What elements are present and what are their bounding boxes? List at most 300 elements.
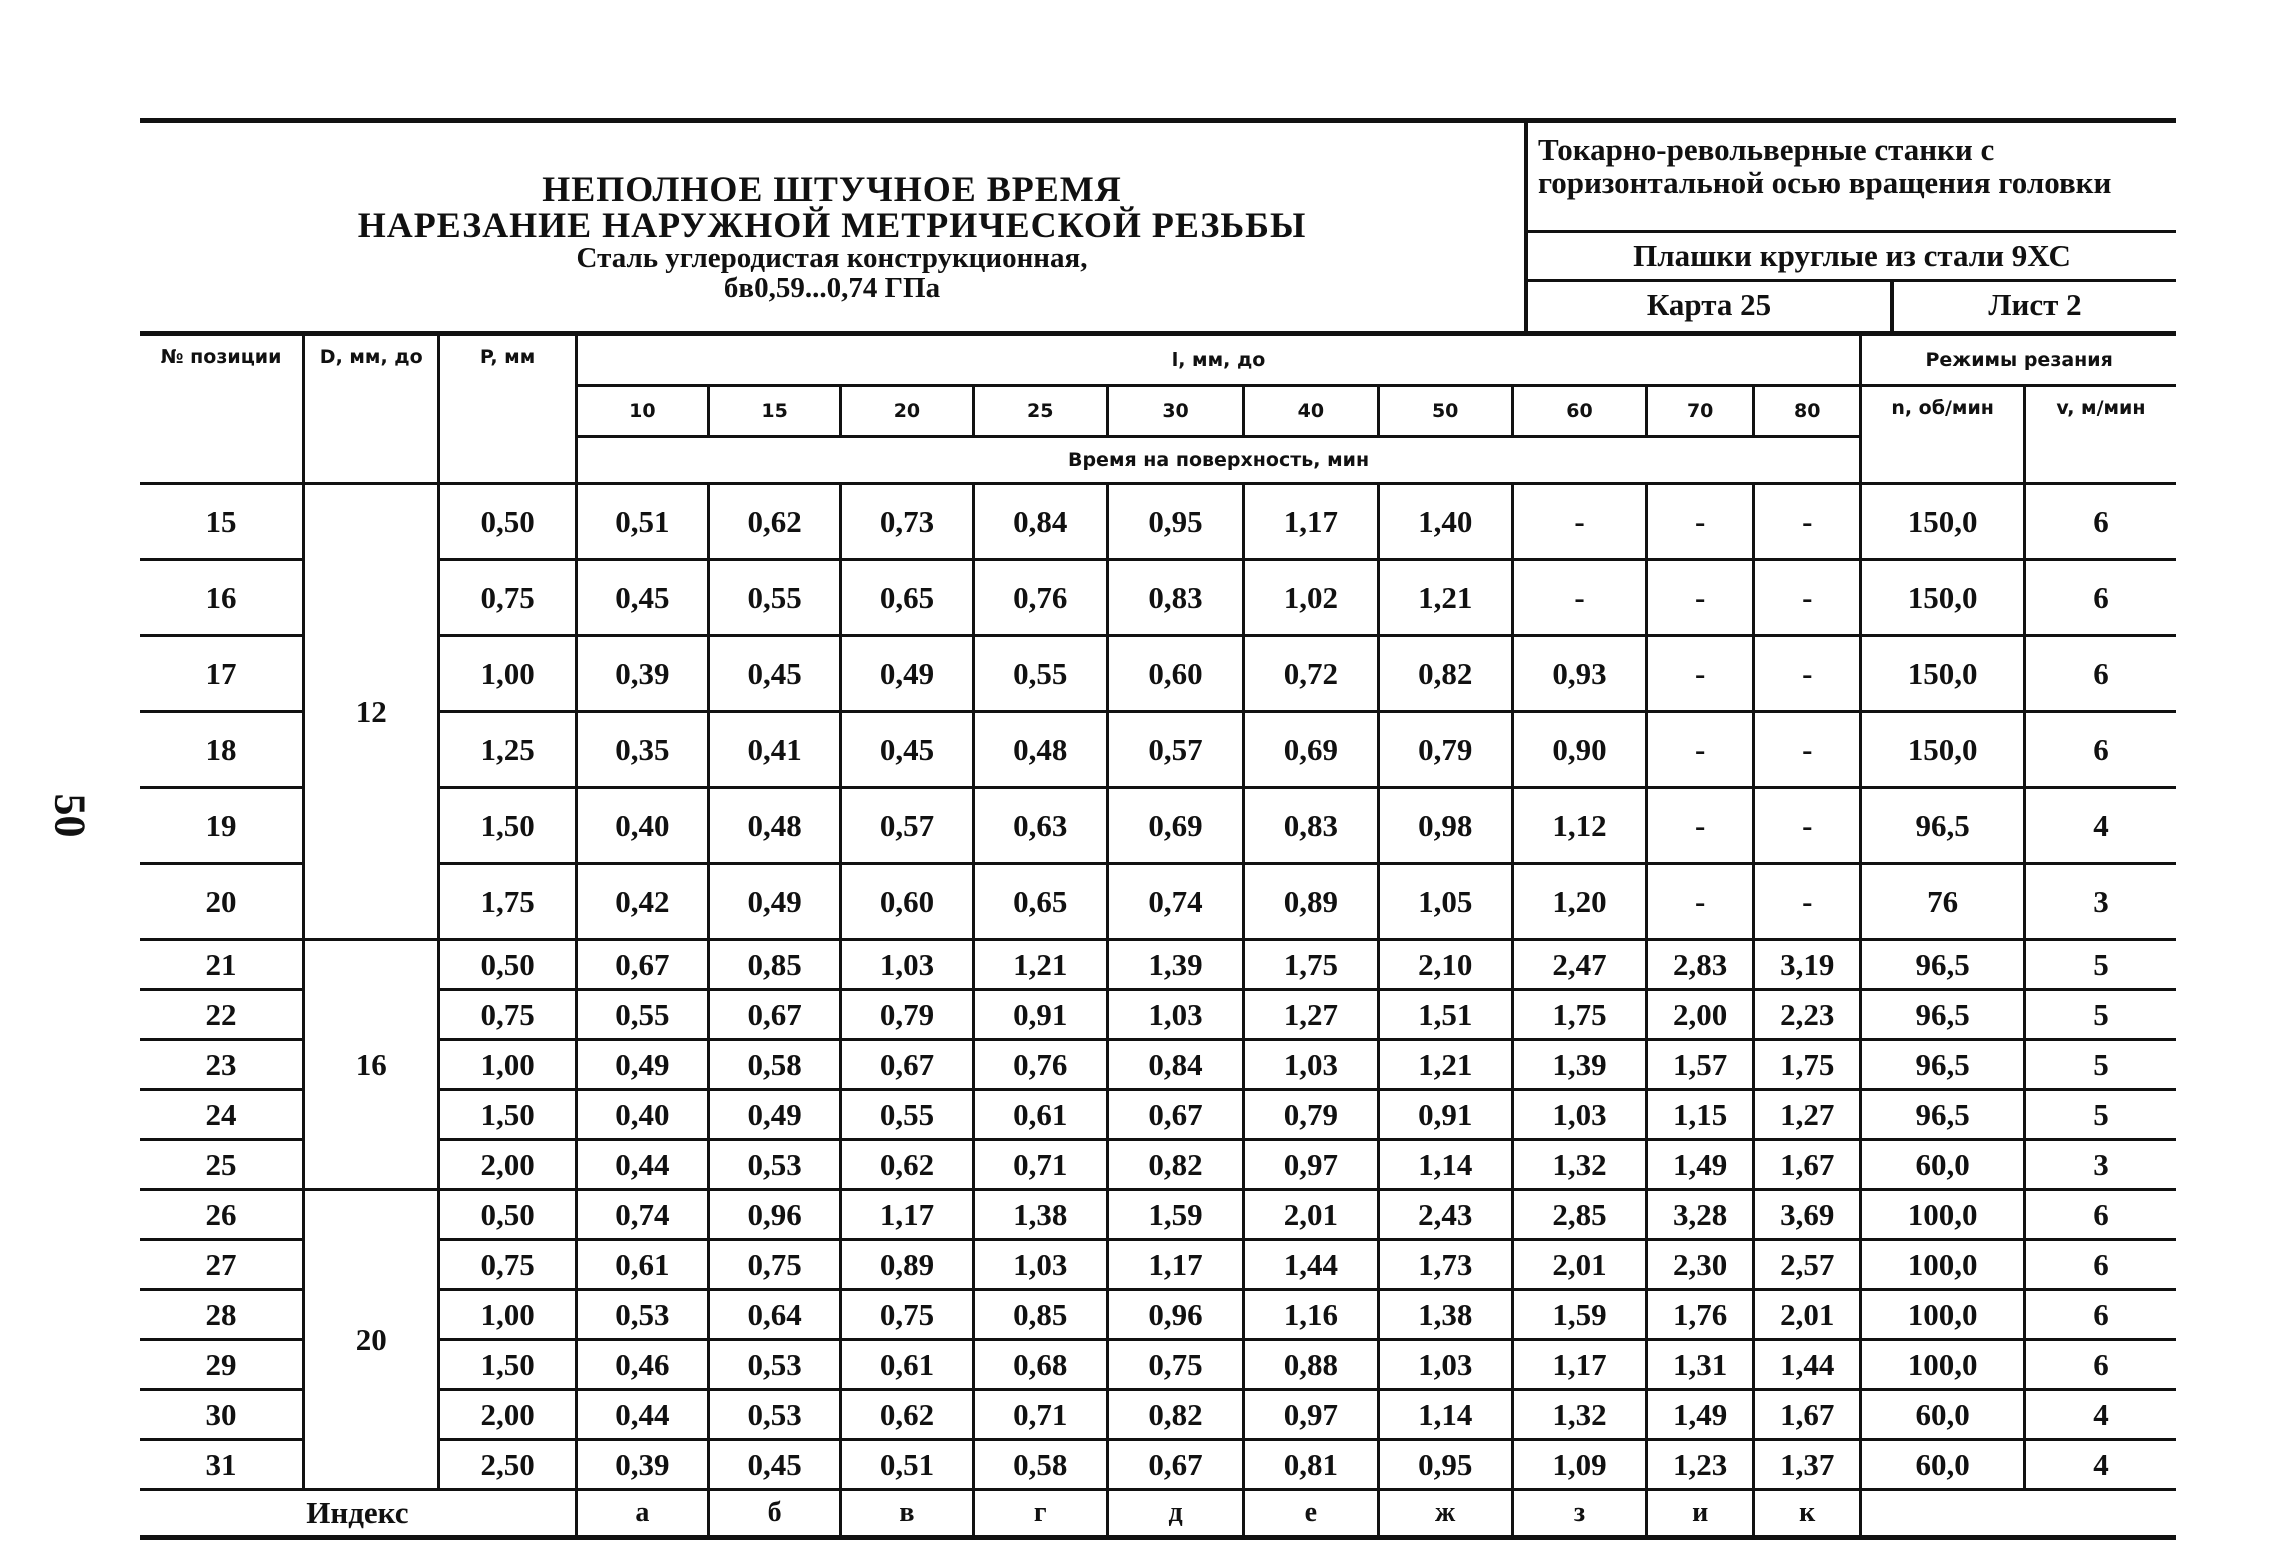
time-cell: 0,98 xyxy=(1378,788,1512,864)
time-cell: 0,57 xyxy=(1107,712,1243,788)
speed-n-cell: 150,0 xyxy=(1861,712,2025,788)
speed-v-cell: 6 xyxy=(2024,484,2176,560)
position-cell: 21 xyxy=(140,940,304,990)
position-cell: 27 xyxy=(140,1240,304,1290)
table-row xyxy=(140,788,2176,864)
time-cell: 2,85 xyxy=(1512,1190,1646,1240)
time-cell: 0,49 xyxy=(709,864,841,940)
speed-v-cell: 5 xyxy=(2024,940,2176,990)
time-cell: 0,67 xyxy=(841,1040,973,1090)
pitch-cell: 1,75 xyxy=(439,864,576,940)
time-cell: 0,62 xyxy=(709,484,841,560)
time-cell: 0,44 xyxy=(576,1140,708,1190)
index-letter: в xyxy=(841,1490,973,1538)
speed-n-cell: 60,0 xyxy=(1861,1140,2025,1190)
time-cell: 0,82 xyxy=(1107,1390,1243,1440)
time-cell: 0,60 xyxy=(1107,636,1243,712)
index-row xyxy=(140,1490,2176,1538)
table-row xyxy=(140,1440,2176,1490)
machine-type: Токарно-револьверные станки с горизонтальной осью вращения головки xyxy=(1528,123,2176,233)
time-cell: 1,59 xyxy=(1512,1290,1646,1340)
time-cell: 0,76 xyxy=(973,560,1107,636)
time-cell: 0,65 xyxy=(841,560,973,636)
time-cell: 1,67 xyxy=(1754,1390,1861,1440)
time-cell: 1,03 xyxy=(1512,1090,1646,1140)
time-cell: 0,67 xyxy=(1107,1090,1243,1140)
speed-n-cell: 150,0 xyxy=(1861,484,2025,560)
time-cell: 0,64 xyxy=(709,1290,841,1340)
time-cell: 2,23 xyxy=(1754,990,1861,1040)
time-cell: 0,46 xyxy=(576,1340,708,1390)
time-cell: 1,05 xyxy=(1378,864,1512,940)
time-cell: 0,74 xyxy=(1107,864,1243,940)
time-cell: - xyxy=(1647,560,1754,636)
index-letter: е xyxy=(1244,1490,1378,1538)
position-cell: 25 xyxy=(140,1140,304,1190)
time-cell: 2,30 xyxy=(1647,1240,1754,1290)
time-cell: 1,75 xyxy=(1754,1040,1861,1090)
time-cell: - xyxy=(1647,712,1754,788)
time-cell: 1,40 xyxy=(1378,484,1512,560)
table-row xyxy=(140,1190,2176,1240)
pitch-cell: 2,00 xyxy=(439,1390,576,1440)
time-cell: 0,71 xyxy=(973,1140,1107,1190)
time-cell: 1,32 xyxy=(1512,1140,1646,1190)
time-cell: 0,61 xyxy=(973,1090,1107,1140)
info-block xyxy=(1528,123,2176,331)
time-cell: 0,91 xyxy=(1378,1090,1512,1140)
time-cell: 1,14 xyxy=(1378,1390,1512,1440)
time-cell: 0,69 xyxy=(1107,788,1243,864)
time-cell: 1,27 xyxy=(1244,990,1378,1040)
position-cell: 24 xyxy=(140,1090,304,1140)
index-letter: д xyxy=(1107,1490,1243,1538)
time-cell: 0,55 xyxy=(973,636,1107,712)
header-length-40: 40 xyxy=(1244,386,1378,437)
time-cell: 0,40 xyxy=(576,788,708,864)
time-cell: 0,82 xyxy=(1378,636,1512,712)
speed-v-cell: 5 xyxy=(2024,1090,2176,1140)
table-row xyxy=(140,1040,2176,1090)
time-cell: 2,01 xyxy=(1512,1240,1646,1290)
time-cell: 0,45 xyxy=(709,1440,841,1490)
pitch-cell: 1,25 xyxy=(439,712,576,788)
time-cell: 0,63 xyxy=(973,788,1107,864)
time-cell: 2,57 xyxy=(1754,1240,1861,1290)
time-cell: - xyxy=(1754,864,1861,940)
pitch-cell: 1,00 xyxy=(439,1040,576,1090)
position-cell: 22 xyxy=(140,990,304,1040)
speed-n-cell: 96,5 xyxy=(1861,1040,2025,1090)
position-cell: 18 xyxy=(140,712,304,788)
time-cell: 0,85 xyxy=(709,940,841,990)
time-cell: 1,21 xyxy=(1378,1040,1512,1090)
time-cell: 0,39 xyxy=(576,636,708,712)
time-cell: 0,76 xyxy=(973,1040,1107,1090)
time-cell: 1,23 xyxy=(1647,1440,1754,1490)
time-cell: 1,03 xyxy=(1244,1040,1378,1090)
title-line-2: НАРЕЗАНИЕ НАРУЖНОЙ МЕТРИЧЕСКОЙ РЕЗЬБЫ xyxy=(357,205,1307,245)
time-cell: 1,17 xyxy=(1244,484,1378,560)
header-length-50: 50 xyxy=(1378,386,1512,437)
time-cell: 0,53 xyxy=(709,1390,841,1440)
sheet-header xyxy=(140,118,2176,336)
time-cell: 1,03 xyxy=(1107,990,1243,1040)
time-cell: 1,03 xyxy=(973,1240,1107,1290)
pitch-cell: 0,75 xyxy=(439,1240,576,1290)
table-row xyxy=(140,1340,2176,1390)
table-row xyxy=(140,1240,2176,1290)
speed-v-cell: 4 xyxy=(2024,788,2176,864)
time-cell: - xyxy=(1754,788,1861,864)
pitch-cell: 1,50 xyxy=(439,1090,576,1140)
title-block xyxy=(140,123,1528,331)
time-cell: 0,97 xyxy=(1244,1140,1378,1190)
speed-v-cell: 4 xyxy=(2024,1440,2176,1490)
time-cell: 0,49 xyxy=(709,1090,841,1140)
time-cell: 0,84 xyxy=(973,484,1107,560)
speed-n-cell: 60,0 xyxy=(1861,1440,2025,1490)
time-cell: 1,27 xyxy=(1754,1090,1861,1140)
time-cell: 0,82 xyxy=(1107,1140,1243,1190)
speed-n-cell: 100,0 xyxy=(1861,1340,2025,1390)
card-number: Карта 25 xyxy=(1528,282,1894,331)
time-cell: - xyxy=(1647,484,1754,560)
time-cell: - xyxy=(1512,560,1646,636)
table-row xyxy=(140,1140,2176,1190)
tool-type: Плашки круглые из стали 9ХС xyxy=(1528,233,2176,282)
time-cell: 0,41 xyxy=(709,712,841,788)
time-cell: 1,73 xyxy=(1378,1240,1512,1290)
pitch-cell: 0,50 xyxy=(439,1190,576,1240)
time-cell: 0,51 xyxy=(841,1440,973,1490)
time-cell: 0,75 xyxy=(1107,1340,1243,1390)
speed-v-cell: 6 xyxy=(2024,1340,2176,1390)
time-cell: 0,75 xyxy=(841,1290,973,1340)
position-cell: 17 xyxy=(140,636,304,712)
title-line-1: НЕПОЛНОЕ ШТУЧНОЕ ВРЕМЯ xyxy=(542,169,1122,209)
time-cell: 1,20 xyxy=(1512,864,1646,940)
speed-v-cell: 6 xyxy=(2024,636,2176,712)
pitch-cell: 0,50 xyxy=(439,940,576,990)
diameter-cell: 20 xyxy=(304,1190,439,1490)
time-cell: 0,49 xyxy=(841,636,973,712)
time-cell: 0,95 xyxy=(1378,1440,1512,1490)
time-cell: 1,17 xyxy=(1107,1240,1243,1290)
time-cell: 0,69 xyxy=(1244,712,1378,788)
time-cell: 2,83 xyxy=(1647,940,1754,990)
table-row xyxy=(140,940,2176,990)
table-row xyxy=(140,1090,2176,1140)
time-cell: 1,59 xyxy=(1107,1190,1243,1240)
speed-n-cell: 96,5 xyxy=(1861,940,2025,990)
speed-v-cell: 5 xyxy=(2024,990,2176,1040)
time-cell: 0,44 xyxy=(576,1390,708,1440)
speed-n-cell: 96,5 xyxy=(1861,1090,2025,1140)
time-cell: 1,67 xyxy=(1754,1140,1861,1190)
table-row xyxy=(140,864,2176,940)
time-cell: 1,44 xyxy=(1244,1240,1378,1290)
header-length-15: 15 xyxy=(709,386,841,437)
time-cell: 1,09 xyxy=(1512,1440,1646,1490)
time-cell: 0,96 xyxy=(709,1190,841,1240)
speed-n-cell: 100,0 xyxy=(1861,1240,2025,1290)
time-cell: 0,97 xyxy=(1244,1390,1378,1440)
time-cell: 1,17 xyxy=(1512,1340,1646,1390)
time-cell: 1,49 xyxy=(1647,1140,1754,1190)
time-cell: 1,37 xyxy=(1754,1440,1861,1490)
time-cell: 0,96 xyxy=(1107,1290,1243,1340)
header-length-60: 60 xyxy=(1512,386,1646,437)
time-cell: 0,61 xyxy=(576,1240,708,1290)
table-row xyxy=(140,1290,2176,1340)
time-cell: 0,67 xyxy=(709,990,841,1040)
time-cell: 1,21 xyxy=(973,940,1107,990)
index-letter: г xyxy=(973,1490,1107,1538)
speed-n-cell: 96,5 xyxy=(1861,788,2025,864)
material-line: Сталь углеродистая конструкционная, xyxy=(576,242,1088,274)
table-row xyxy=(140,712,2176,788)
time-cell: 3,28 xyxy=(1647,1190,1754,1240)
time-cell: 0,84 xyxy=(1107,1040,1243,1090)
time-cell: 2,43 xyxy=(1378,1190,1512,1240)
speed-n-cell: 100,0 xyxy=(1861,1290,2025,1340)
time-cell: 0,61 xyxy=(841,1340,973,1390)
time-cell: - xyxy=(1754,560,1861,636)
pitch-cell: 1,00 xyxy=(439,636,576,712)
time-cell: - xyxy=(1512,484,1646,560)
time-cell: 0,83 xyxy=(1244,788,1378,864)
time-cell: 0,35 xyxy=(576,712,708,788)
time-cell: 0,74 xyxy=(576,1190,708,1240)
time-cell: 1,16 xyxy=(1244,1290,1378,1340)
time-cell: 2,01 xyxy=(1754,1290,1861,1340)
time-cell: 0,90 xyxy=(1512,712,1646,788)
diameter-cell: 12 xyxy=(304,484,439,940)
time-cell: 0,57 xyxy=(841,788,973,864)
time-cell: 0,85 xyxy=(973,1290,1107,1340)
speed-n-cell: 76 xyxy=(1861,864,2025,940)
time-cell: 1,38 xyxy=(1378,1290,1512,1340)
time-cell: 0,65 xyxy=(973,864,1107,940)
time-cell: 0,68 xyxy=(973,1340,1107,1390)
table-row xyxy=(140,560,2176,636)
time-cell: 0,93 xyxy=(1512,636,1646,712)
time-cell: 0,73 xyxy=(841,484,973,560)
time-cell: 0,39 xyxy=(576,1440,708,1490)
header-pitch: P, мм xyxy=(439,336,576,484)
table-row xyxy=(140,990,2176,1040)
time-cell: 0,88 xyxy=(1244,1340,1378,1390)
time-norm-table xyxy=(140,336,2176,1540)
time-cell: 0,55 xyxy=(841,1090,973,1140)
header-speed-v: v, м/мин xyxy=(2024,386,2176,484)
time-cell: 0,48 xyxy=(709,788,841,864)
position-cell: 30 xyxy=(140,1390,304,1440)
time-cell: 0,75 xyxy=(709,1240,841,1290)
speed-v-cell: 6 xyxy=(2024,560,2176,636)
time-cell: 1,15 xyxy=(1647,1090,1754,1140)
speed-n-cell: 150,0 xyxy=(1861,560,2025,636)
time-cell: 0,81 xyxy=(1244,1440,1378,1490)
speed-n-cell: 96,5 xyxy=(1861,990,2025,1040)
time-cell: 0,67 xyxy=(1107,1440,1243,1490)
time-cell: 1,14 xyxy=(1378,1140,1512,1190)
time-cell: 0,45 xyxy=(841,712,973,788)
time-cell: 0,53 xyxy=(576,1290,708,1340)
speed-n-cell: 150,0 xyxy=(1861,636,2025,712)
speed-v-cell: 3 xyxy=(2024,1140,2176,1190)
pitch-cell: 1,50 xyxy=(439,788,576,864)
speed-v-cell: 5 xyxy=(2024,1040,2176,1090)
position-cell: 16 xyxy=(140,560,304,636)
time-cell: 0,62 xyxy=(841,1390,973,1440)
time-cell: 0,53 xyxy=(709,1140,841,1190)
time-cell: 0,58 xyxy=(973,1440,1107,1490)
time-cell: 1,39 xyxy=(1512,1040,1646,1090)
diameter-cell: 16 xyxy=(304,940,439,1190)
time-cell: 1,02 xyxy=(1244,560,1378,636)
header-length-10: 10 xyxy=(576,386,708,437)
speed-v-cell: 6 xyxy=(2024,712,2176,788)
speed-v-cell: 6 xyxy=(2024,1290,2176,1340)
index-letter: и xyxy=(1647,1490,1754,1538)
time-cell: 0,45 xyxy=(709,636,841,712)
time-cell: 1,31 xyxy=(1647,1340,1754,1390)
time-cell: - xyxy=(1647,636,1754,712)
time-cell: 0,55 xyxy=(709,560,841,636)
time-cell: - xyxy=(1754,636,1861,712)
speed-n-cell: 60,0 xyxy=(1861,1390,2025,1440)
position-cell: 26 xyxy=(140,1190,304,1240)
time-cell: 1,12 xyxy=(1512,788,1646,864)
norm-sheet xyxy=(140,118,2176,1540)
strength-line: бв0,59...0,74 ГПа xyxy=(723,272,941,304)
time-cell: - xyxy=(1647,864,1754,940)
header-length-20: 20 xyxy=(841,386,973,437)
time-cell: 1,03 xyxy=(1378,1340,1512,1390)
speed-v-cell: 6 xyxy=(2024,1190,2176,1240)
position-cell: 28 xyxy=(140,1290,304,1340)
time-cell: 3,19 xyxy=(1754,940,1861,990)
speed-n-cell: 100,0 xyxy=(1861,1190,2025,1240)
time-cell: 1,75 xyxy=(1244,940,1378,990)
time-cell: 3,69 xyxy=(1754,1190,1861,1240)
time-cell: 0,91 xyxy=(973,990,1107,1040)
header-length-30: 30 xyxy=(1107,386,1243,437)
time-cell: 2,00 xyxy=(1647,990,1754,1040)
time-cell: - xyxy=(1647,788,1754,864)
pitch-cell: 0,50 xyxy=(439,484,576,560)
header-length: l, мм, до xyxy=(576,336,1861,386)
position-cell: 19 xyxy=(140,788,304,864)
time-cell: 1,21 xyxy=(1378,560,1512,636)
time-cell: 0,42 xyxy=(576,864,708,940)
time-cell: 1,32 xyxy=(1512,1390,1646,1440)
time-cell: 0,83 xyxy=(1107,560,1243,636)
index-letter: ж xyxy=(1378,1490,1512,1538)
time-cell: 0,51 xyxy=(576,484,708,560)
header-length-70: 70 xyxy=(1647,386,1754,437)
pitch-cell: 0,75 xyxy=(439,560,576,636)
pitch-cell: 1,50 xyxy=(439,1340,576,1390)
pitch-cell: 2,00 xyxy=(439,1140,576,1190)
time-cell: 1,57 xyxy=(1647,1040,1754,1090)
index-letter: а xyxy=(576,1490,708,1538)
header-position: № позиции xyxy=(140,336,304,484)
time-cell: 0,79 xyxy=(1244,1090,1378,1140)
position-cell: 31 xyxy=(140,1440,304,1490)
position-cell: 23 xyxy=(140,1040,304,1090)
index-letter: з xyxy=(1512,1490,1646,1538)
time-cell: 0,62 xyxy=(841,1140,973,1190)
time-cell: 1,44 xyxy=(1754,1340,1861,1390)
time-cell: - xyxy=(1754,484,1861,560)
time-cell: 1,51 xyxy=(1378,990,1512,1040)
time-cell: 1,75 xyxy=(1512,990,1646,1040)
pitch-cell: 1,00 xyxy=(439,1290,576,1340)
time-cell: 1,38 xyxy=(973,1190,1107,1240)
time-cell: 0,79 xyxy=(1378,712,1512,788)
header-diameter: D, мм, до xyxy=(304,336,439,484)
time-cell: 0,72 xyxy=(1244,636,1378,712)
table-row xyxy=(140,484,2176,560)
time-cell: 0,79 xyxy=(841,990,973,1040)
page-number: 50 xyxy=(45,793,95,838)
speed-v-cell: 6 xyxy=(2024,1240,2176,1290)
index-empty xyxy=(1861,1490,2176,1538)
header-modes: Режимы резания xyxy=(1861,336,2176,386)
pitch-cell: 2,50 xyxy=(439,1440,576,1490)
position-cell: 20 xyxy=(140,864,304,940)
time-cell: 0,67 xyxy=(576,940,708,990)
time-cell: 1,17 xyxy=(841,1190,973,1240)
speed-v-cell: 4 xyxy=(2024,1390,2176,1440)
time-cell: 0,40 xyxy=(576,1090,708,1140)
position-cell: 15 xyxy=(140,484,304,560)
position-cell: 29 xyxy=(140,1340,304,1390)
header-time: Время на поверхность, мин xyxy=(576,437,1861,484)
time-cell: 0,45 xyxy=(576,560,708,636)
pitch-cell: 0,75 xyxy=(439,990,576,1040)
time-cell: 2,47 xyxy=(1512,940,1646,990)
time-cell: 0,53 xyxy=(709,1340,841,1390)
table-row xyxy=(140,636,2176,712)
time-cell: 0,71 xyxy=(973,1390,1107,1440)
time-cell: 0,89 xyxy=(1244,864,1378,940)
card-row xyxy=(1528,282,2176,331)
index-label: Индекс xyxy=(140,1490,576,1538)
time-cell: 0,58 xyxy=(709,1040,841,1090)
time-cell: 1,49 xyxy=(1647,1390,1754,1440)
time-cell: 0,55 xyxy=(576,990,708,1040)
time-cell: 0,89 xyxy=(841,1240,973,1290)
time-cell: 0,49 xyxy=(576,1040,708,1090)
index-letter: б xyxy=(709,1490,841,1538)
time-cell: 2,10 xyxy=(1378,940,1512,990)
index-letter: к xyxy=(1754,1490,1861,1538)
header-length-25: 25 xyxy=(973,386,1107,437)
time-cell: 2,01 xyxy=(1244,1190,1378,1240)
table-row xyxy=(140,1390,2176,1440)
header-length-80: 80 xyxy=(1754,386,1861,437)
time-cell: 1,76 xyxy=(1647,1290,1754,1340)
time-cell: 0,95 xyxy=(1107,484,1243,560)
sheet-number: Лист 2 xyxy=(1988,287,2082,322)
time-cell: 1,03 xyxy=(841,940,973,990)
time-cell: 0,60 xyxy=(841,864,973,940)
time-cell: - xyxy=(1754,712,1861,788)
